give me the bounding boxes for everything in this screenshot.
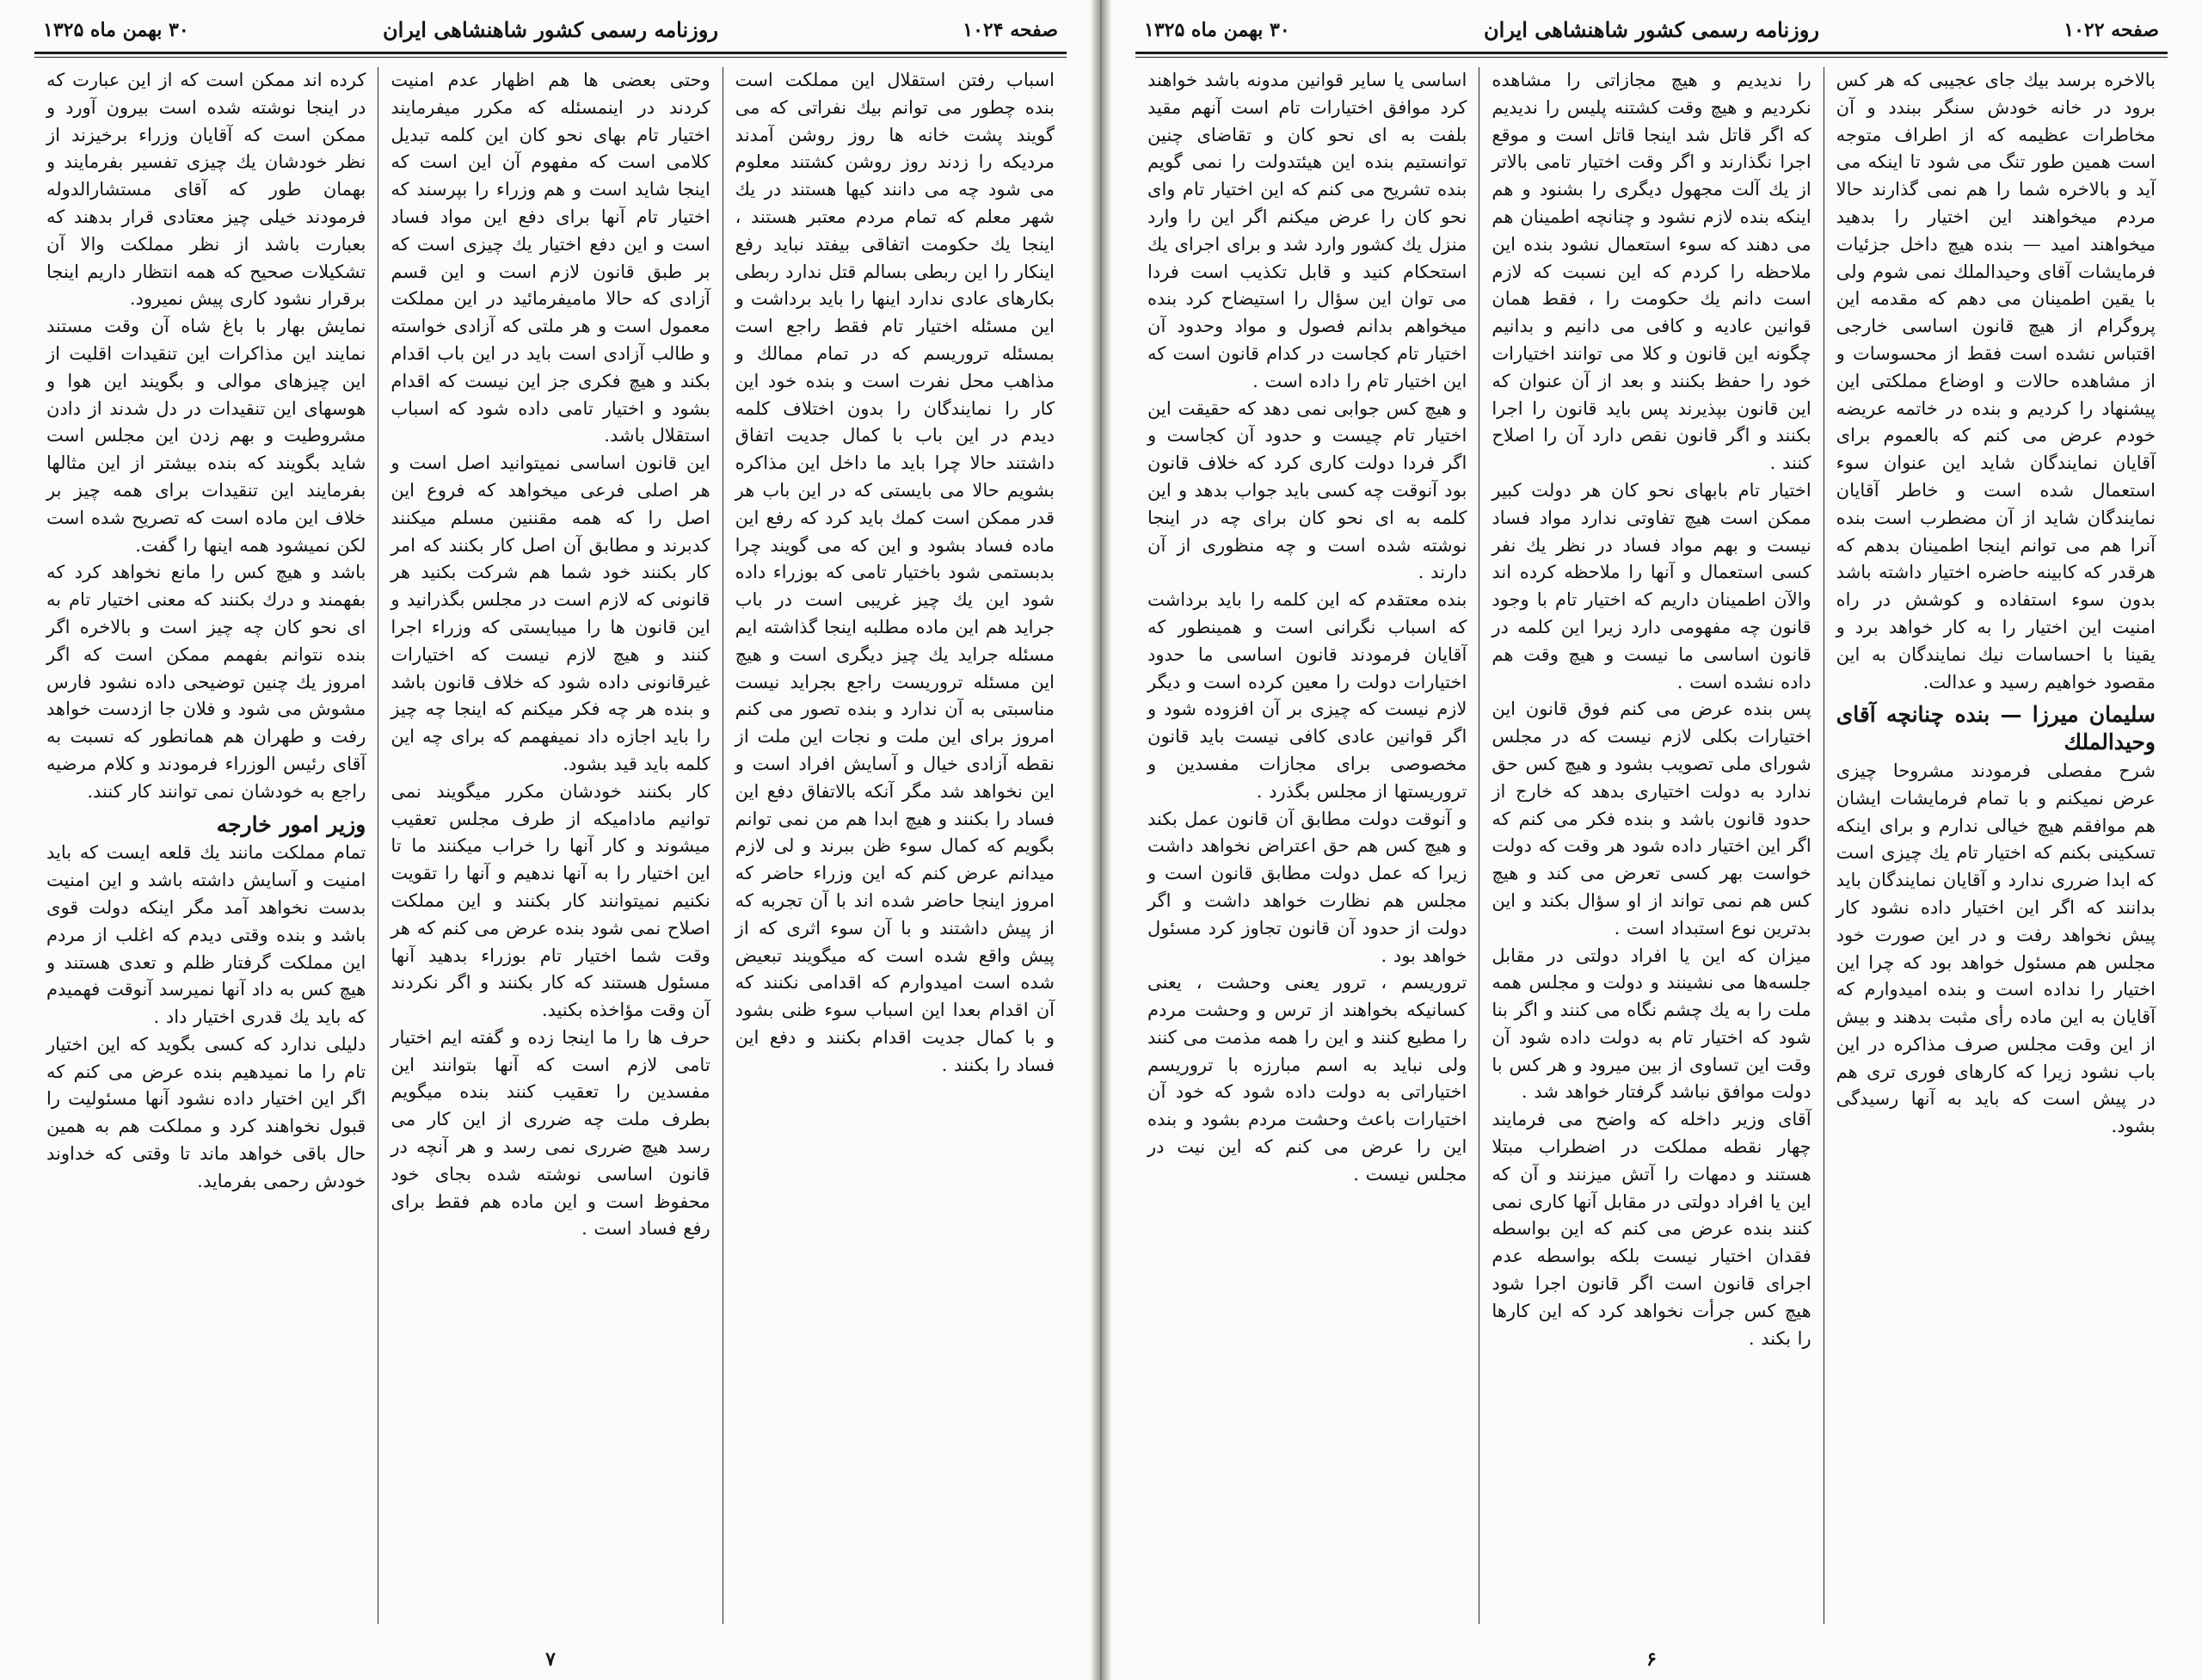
right-issue-date: ۳۰ بهمن ماه ۱۳۲۵ (1144, 19, 1290, 41)
left-column-2 (378, 67, 723, 1624)
right-newspaper-title: روزنامه رسمی کشور شاهنشاهی ایران (1484, 17, 1819, 42)
right-page-footer-number: ۶ (1646, 1648, 1657, 1671)
right-column-1 (1824, 67, 2168, 1624)
right-column-3 (1135, 67, 1479, 1624)
paragraph: حرف ها را ما اینجا زده و گفته ایم اختیار تامی لازم است که آنها بتوانند این مفسدین را تعقیب کنند بنده میگویم بطرف ملت چه ضرری از این کار می رسد هیچ ضرری نمی رسد و هر آنچه در قانون اساسی نوشته شده بجای خود محفوظ است و این ماده هم فقط برای رفع فساد است . (391, 1026, 710, 1240)
paragraph: دلیلی ندارد که کسی بگوید که این اختیار تام را ما نمیدهیم بنده عرض می کنم که اگر این اختیار داده نشود آنها مسئولیت را قبول نخواهند کرد و مملکت هم به همین حال باقی خواهد ماند تا وقتی که خداوند خودش رحمی بفرماید. (46, 1033, 366, 1191)
left-page-header (34, 12, 1067, 53)
paragraph: بنده معتقدم که این کلمه را باید برداشت که اسباب نگرانی است و همینطور که آقایان فرمودند قانون اساسی ما حدود اختیارات دولت را معین کرده است و دیگر لازم نیست که چیزی بر آن افزوده شود و اگر قوانین عادی کافی نیست باید قانون مخصوصی برای مجازات مفسدین و تروریستها از مجلس بگذرد . (1147, 589, 1467, 802)
speaker-heading-foreign-minister: وزیر امور خارجه (216, 811, 366, 837)
right-column-2 (1479, 67, 1824, 1624)
left-newspaper-title: روزنامه رسمی کشور شاهنشاهی ایران (383, 17, 718, 42)
left-header-rule-thin (34, 57, 1067, 58)
right-page-number-label: صفحه ۱۰۲۲ (2064, 19, 2159, 41)
right-header-rule (1135, 52, 2168, 54)
left-issue-date: ۳۰ بهمن ماه ۱۳۲۵ (43, 19, 189, 41)
paragraph: تمام مملکت مانند یك قلعه ایست که باید امنیت و آسایش داشته باشد و این امنیت بدست نخواهد آمد مگر اینکه دولت قوی باشد و بنده وقتی دیدم که اغلب از مردم این مملکت گرفتار ظلم و تعدی هستند و هیچ کس به داد آنها نمیرسد آنوقت فهمیدم که باید یك قدری اختیار داد . (46, 842, 366, 1028)
left-page-footer-number: ۷ (545, 1648, 556, 1671)
right-page (1101, 0, 2202, 1680)
paragraph: نمایش بهار با باغ شاه آن وقت مستند نمایند این مذاکرات این تنقیدات اقلیت از این چیزهای موالی و بگویند این هوا و هوسهای این تنقیدات در دل شدند از دادن مشروطیت و بهم زدن این مجلس است شاید بگویند که بنده بیشتر از این مثالها بفرمایند این تنقیدات برای همه چیز بر خلاف این ماده است که تصریح شده است لکن نمیشود همه اینها را گفت. (46, 316, 366, 556)
paragraph: این قانون اساسی نمیتوانید اصل است و هر اصلی فرعی میخواهد که فروع این اصل را که همه مقننین مسلم میکنند کدبرند و مطابق آن اصل کار بکنند که امر کار بکنند خود شما هم شرکت بکنید هر قانونی که لازم است در مجلس بگذرانید و این قانون ها را میبایستی که وزراء اجرا کنند و هیچ لازم نیست که اختیارات غیرقانونی داده شود که خلاف قانون باشد و بنده هر چه فکر میکنم که اینجا چه چیز را باید اجازه داد نمیفهمم که برای چه این کلمه باید قید بشود. (391, 452, 710, 774)
book-gutter (1091, 0, 1111, 1680)
right-page-header (1135, 12, 2168, 53)
left-header-rule (34, 52, 1067, 54)
paragraph: بالاخره برسد بیك جای عجیبی که هر کس برود در خانه خودش سنگر ببندد و آن مخاطرات عظیمه که از اطراف متوجه است همین طور تنگ می شود تا اینکه می آید و بالاخره شما را هم نمی گذارند حالا مردم میخواهند این اختیار را بدهید میخواهند امید — بنده هیچ داخل جزئیات فرمایشات آقای وحیدالملك نمی شوم ولی با یقین اطمینان می دهم که مقدمه این پروگرام از هیچ قانون اساسی خارجی اقتباس نشده است فقط از محسوسات و از مشاهده حالات و اوضاع مملکتی این پیشنهاد را کردیم و بنده در خاتمه عریضه خودم عرض می کنم که بالعموم برای آقایان نمایندگان شاید این عنوان سوء استعمال شده است و خاطر آقایان نمایندگان شاید از آن مضطرب است بنده آنرا هم می توانم اینجا اطمینان بدهم که هرقدر که کابینه حاضره اختیار داشته باشد بدون سوء استفاده و کوشش در راه امنیت این اختیار را به کار خواهد برد و یقینا با احساسات نیك نمایندگان به این مقصود خواهیم رسید و عدالت. (1836, 70, 2156, 692)
paragraph: کار بکنند خودشان مکرر میگویند نمی توانیم مادامیکه از طرف مجلس تعقیب میشوند و کار آنها را خراب میکنند ما تا این اختیار را به آنها ندهیم و آنها را تقویت نکنیم نمیتوانند کار بکنند و این مملکت اصلاح نمی شود بنده عرض می کنم که هر وقت شما اختیار تام بوزراء بدهید آنها مسئول هستند که کار بکنند و اگر نکردند آن وقت مؤاخذه بکنید. (391, 780, 710, 1021)
speaker-heading-suleiman-mirza: سلیمان میرزا — بنده چنانچه آقای وحیدالملك (1836, 702, 2156, 755)
paragraph: اسباب رفتن استقلال این مملکت است بنده چطور می توانم بیك نفراتی كه می گویند پشت خانه ها روز روشن آمدند مردیکه را زدند روز روشن کشتند معلوم می شود چه می دانند کیها هستند در یك شهر معلم که تمام مردم معتبر هستند ، اینجا یك حکومت اتفاقی بیفتد نباید رفع اینکار را این ربطی بسالم قتل ندارد ربطی بکارهای عادی ندارد اینها را باید برداشت و این مسئله اختیار تام فقط راجع است بمسئله تروریسم که در تمام ممالك و مذاهب محل نفرت است و بنده خود این کار را نمایندگان را بدون اختلاف کلمه دیدم در این باب با کمال جدیت اتفاق داشتند حالا چرا باید ما داخل این مذاکره بشویم حالا می بایستی که در این باب هر قدر ممکن است کمك باید کرد که رفع این ماده فساد بشود و این که می گویند چرا بدبستمی شود باختیار تامی که بوزراء داده شود این یك چیز غریبی است در باب جراید هم این ماده مطلبه اینجا گذاشته ایم مسئله جراید یك چیز دیگری است و هیچ این مسئله تروریست راجع بجراید نیست مناسبتی به آن ندارد و بنده تصور می کنم امروز برای این ملت و نجات این ملت از نقطه آزادی خیال و آسایش افراد است و این نخواهد شد مگر آنکه بالاتفاق دفع این فساد را بکنند و هیچ ابدا هم من نمی توانم بگویم که کمال سوء ظن ببرند و لی لازم میدانم عرض کنم که این وزراء حاضر که امروز اینجا حاضر شده اند با آن تجربه که از پیش داشتند و با آن سوء اثری که از پیش واقع شده است که میگویند تبعیض شده است امیدوارم که اقدامی نکنند که آن اقدام بعدا این اسباب سوء ظنی بشود و با کمال جدیت اقدام بکنند و دفع این فساد را بکنند . (735, 70, 1055, 1075)
right-columns (1135, 67, 2168, 1624)
left-page-number-label: صفحه ۱۰۲۴ (963, 19, 1058, 41)
paragraph: میزان که این یا افراد دولتی در مقابل جلسه‌ها می نشینند و دولت و مجلس همه ملت را به یك چشم نگاه می کنند و اگر بنا شود که اختیار تام به دولت داده شود آن وقت این تساوی از بین میرود و هر کس با دولت موافق نباشد گرفتار خواهد شد . (1492, 945, 1811, 1103)
right-header-rule-thin (1135, 57, 2168, 58)
paragraph: باشد و هیچ کس را مانع نخواهد کرد که بفهمند و درك بکنند که معنی اختیار تام به ای نحو کان چه چیز است و بالاخره اگر بنده نتوانم بفهمم ممکن است که اگر امروز یك چنین توضیحی داده نشود فارس مشوش می شود و فلان جا ازدست خواهد رفت و طهران هم همانطور که نسبت به آقای رئیس الوزراء فرمودند و کلام مرضیه راجع به خودشان نمی توانند کار کنند. (46, 562, 366, 802)
paragraph: پس بنده عرض می کنم فوق قانون این اختیارات بکلی لازم نیست که در مجلس شورای ملی تصویب بشود و هیچ کس حق ندارد به دولت اختیاری بدهد که خارج از حدود قانون باشد و بنده فکر می کنم که اگر این اختیار داده شود هر وقت که دولت خواست بهر کسی تعرض می کند و هیچ کس هم نمی تواند از او سؤال بکند و این بدترین نوع استبداد است . (1492, 698, 1811, 938)
paragraph: و هیچ کس جوابی نمی دهد که حقیقت این اختیار تام چیست و حدود آن کجاست و اگر فردا دولت کاری کرد که خلاف قانون بود آنوقت چه کسی باید جواب بدهد و این کلمه به ای نحو کان برای چه در اینجا نوشته شده است و چه منظوری از آن دارند . (1147, 397, 1467, 583)
left-column-1 (723, 67, 1067, 1624)
paragraph: اساسی یا سایر قوانین مدونه باشد خواهند کرد موافق اختیارات تام است آنهم مقید بلفت به ای نحو کان و تقاضای چنین توانستیم بنده این هیئتدولت را نمی گویم بنده تشریح می کنم که این اختیار تام وای نحو کان را عرض میکنم اگر این را وارد منزل یك کشور وارد شد و برای اجرای یك استحکام کنید و قابل تکذیب است فردا می توان این سؤال را استیضاح کرد بنده میخواهم بدانم فصول و مواد وحدود آن اختیار تام کجاست در کدام قانون است که این اختیار تام را داده است . (1147, 70, 1467, 391)
left-column-3 (34, 67, 378, 1624)
paragraph: را ندیدیم و هیچ مجازاتی را مشاهده نکردیم و هیچ وقت کشتنه پلیس را ندیدیم که اگر قاتل شد اینجا قاتل است و موقع اجرا نگذارند و اگر وقت اختیار تامی بالاتر از یك آلت مجهول دیگری را بشنود و هم اینکه بنده لازم نشود و چنانچه اطمینان هم می دهند که سوء استعمال نشود بنده این ملاحظه را کردم که این نسبت که لازم است دانم یك حکومت را ، فقط همان قوانین عادیه و کافی می دانیم و بدانیم چگونه این قانون و کلا می توانند اختیارات خود را حفظ بکنند و بعد از آن عنوان که این قانون بپذیرند پس باید قانون را اجرا بکنند و اگر قانون نقص دارد آن را اصلاح کنند . (1492, 70, 1811, 474)
paragraph: و آنوقت دولت مطابق آن قانون عمل بکند و هیچ کس هم حق اعتراض نخواهد داشت زیرا که عمل دولت مطابق قانون است و مجلس هم نظارت خواهد داشت و اگر دولت از حدود آن قانون تجاوز کرد مسئول خواهد بود . (1147, 808, 1467, 966)
paragraph: شرح مفصلی فرمودند مشروحا چیزی عرض نمیکنم و با تمام فرمایشات ایشان هم موافقم هیچ خیالی ندارم و برای اینکه تسکینی بکنم که اختیار تام یك چیزی است که ابدا ضرری ندارد و آقایان نمایندگان باید بدانند که اگر این اختیار داده نشود کار پیش نخواهد رفت و در این صورت خود مجلس هم مسئول خواهد بود که چرا این اختیار را نداده است و بنده امیدوارم که آقایان به این ماده رأی مثبت بدهند و بیش از این وقت مجلس صرف مذاکره در این باب نشود زیرا که کارهای فوری تری هم در پیش است که باید به آنها رسیدگی بشود. (1836, 760, 2156, 1137)
left-columns (34, 67, 1067, 1624)
paragraph: وحتی بعضی ها هم اظهار عدم امنیت کردند در اینمسئله که مکرر میفرمایند اختیار تام بهای نحو کان این کلمه تبدیل کلامی است که مفهوم آن این است که اینجا شاید است و هم وزراء را بپرسند که اختیار تام آنها برای دفع این مواد فساد است و این دفع اختیار یك چیزی است که بر طبق قانون لازم است و این قسم آزادی که حالا مامیفرمائید در این مملکت معمول است و هر ملتی که آزادی خواسته و طالب آزادی است باید در این باب اقدام بکند و هیچ فکری جز این نیست که اقدام بشود و اختیار تامی داده شود که اسباب استقلال باشد. (391, 70, 710, 446)
paragraph: تروریسم ، ترور یعنی وحشت ، یعنی کسانیکه بخواهند از ترس و وحشت مردم را مطیع کنند و این را همه مذمت می کنند ولی نباید به اسم مبارزه با تروریسم اختیاراتی به دولت داده شود که خود آن اختیارات باعث وحشت مردم بشود و بنده این را عرض می کنم که این نیت در مجلس نیست . (1147, 972, 1467, 1185)
paragraph: اختیار تام بابهای نحو کان هر دولت کبیر ممکن است هیچ تفاوتی ندارد مواد فساد نیست و بهم مواد فساد در نظر یك نفر کسی استعمال و آنها را ملاحظه کرده اند والآن اطمینان داریم که اختیار تام با وجود قانون چه مفهومی دارد زیرا این کلمه در قانون اساسی ما نیست و هیچ وقت هم داده نشده است . (1492, 479, 1811, 692)
paragraph: آقای وزیر داخله که واضح می فرمایند چهار نقطه مملکت در اضطراب مبتلا هستند و دمهات را آتش میزنند و آن که این یا افراد دولتی در مقابل آنها کاری نمی کنند بنده عرض می کنم که این بواسطه فقدان اختیار نیست بلکه بواسطه عدم اجرای قانون است اگر قانون اجرا شود هیچ کس جرأت نخواهد کرد که این کارها را بکند . (1492, 1109, 1811, 1349)
paragraph: کرده اند ممکن است که از این عبارت که در اینجا نوشته شده است بیرون آورد و ممکن است که آقایان وزراء برخیزند از نظر خودشان یك چیزی تفسیر بفرمایند و بهمان طور که آقای مستشارالدوله فرمودند خیلی چیز معتادی قرار بدهند که بعبارت باشد از نظر مملکت والا آن تشکیلات صحیح که همه انتظار داریم اینجا برقرار نشود کاری پیش نمیرود. (46, 70, 366, 310)
